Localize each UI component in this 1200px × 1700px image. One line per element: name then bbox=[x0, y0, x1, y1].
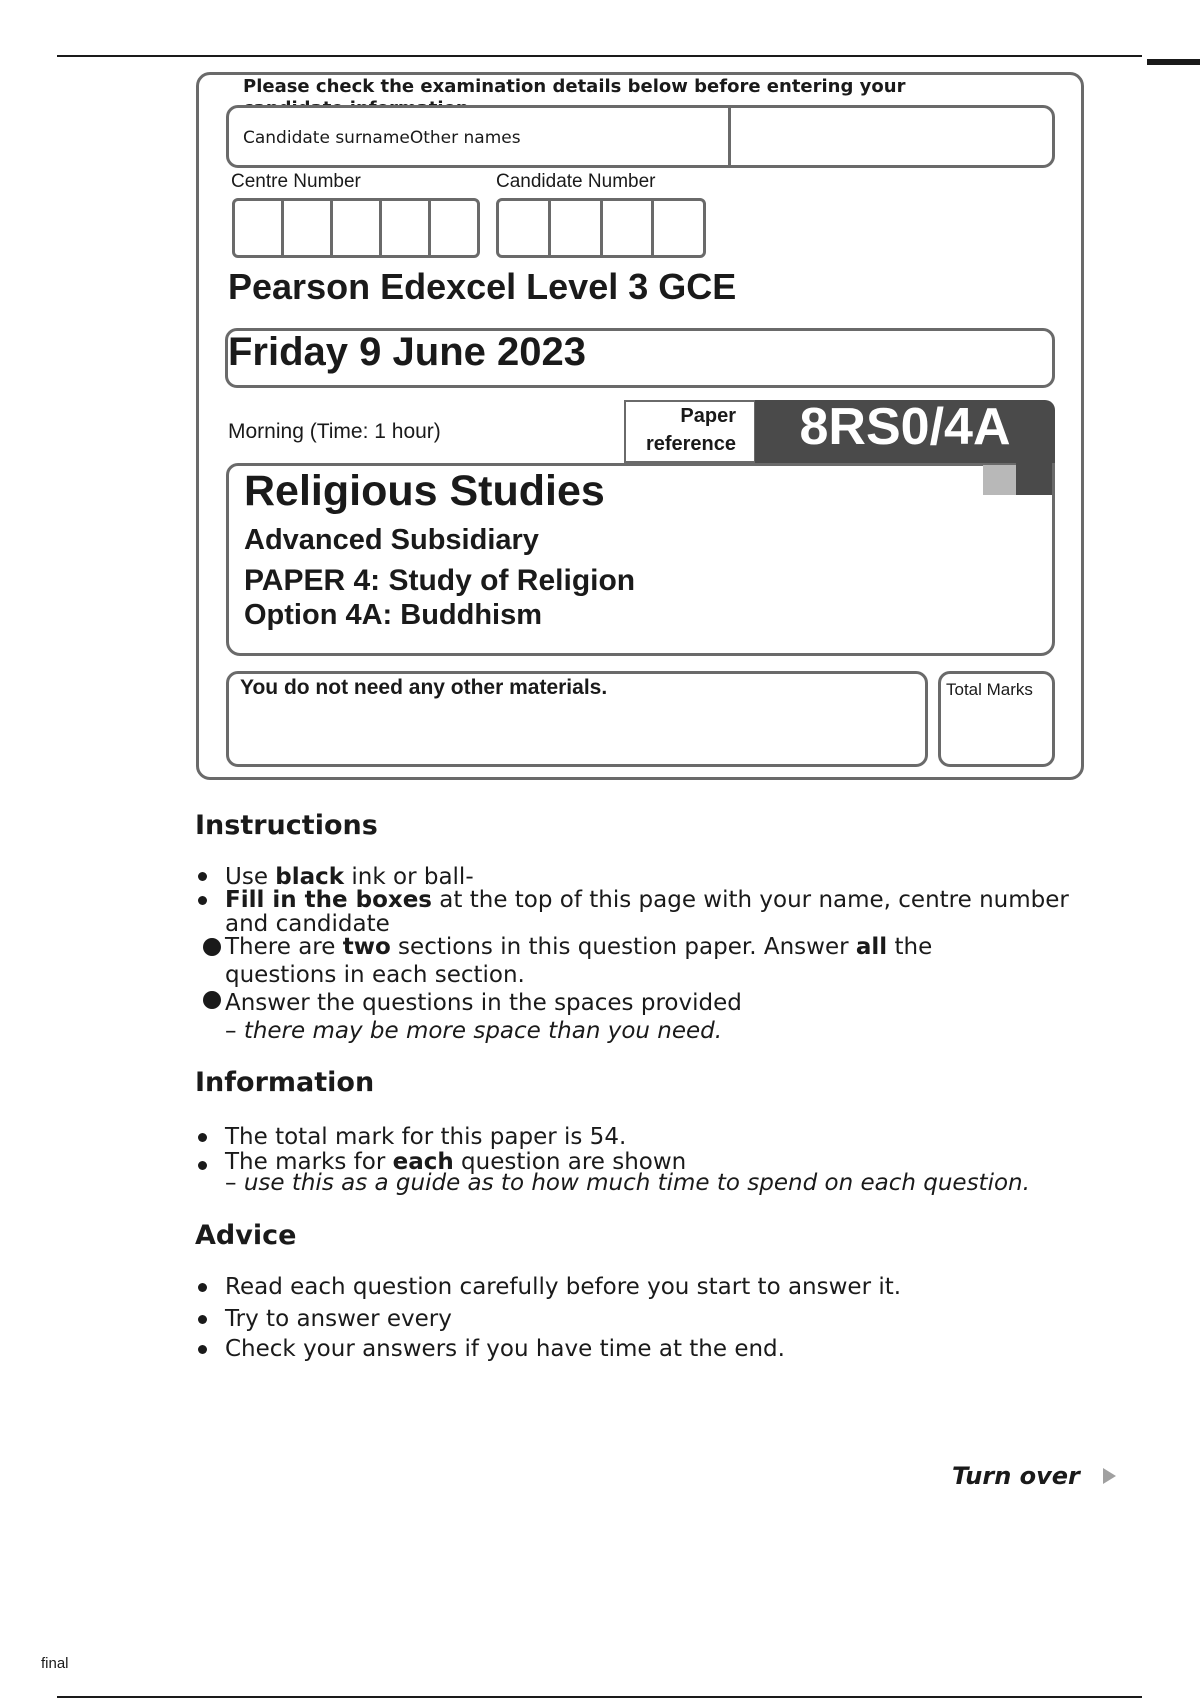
paper-title: PAPER 4: Study of Religion bbox=[244, 564, 636, 597]
centre-number-cell[interactable] bbox=[431, 201, 477, 255]
awarding-body: Pearson Edexcel Level 3 GCE bbox=[228, 266, 737, 307]
turn-over-label: Turn over bbox=[952, 1462, 1080, 1490]
qualification-level: Advanced Subsidiary bbox=[244, 524, 539, 556]
bullet bbox=[203, 991, 221, 1009]
bullet bbox=[198, 1283, 207, 1292]
centre-number-cell[interactable] bbox=[333, 201, 382, 255]
option-title: Option 4A: Buddhism bbox=[244, 599, 543, 631]
other-names-field[interactable] bbox=[733, 110, 1051, 163]
document-status: final bbox=[41, 1655, 69, 1672]
instruction-item: Use black ink or ball- bbox=[225, 864, 474, 890]
instruction-item: Answer the questions in the spaces provided – there may be more space than you need. bbox=[225, 990, 742, 1044]
centre-number-label: Centre Number bbox=[231, 171, 361, 192]
paper-reference-label-line-1: Paper bbox=[680, 405, 736, 427]
bullet bbox=[198, 1133, 207, 1142]
bullet bbox=[198, 1315, 207, 1324]
candidate-number-cell[interactable] bbox=[603, 201, 655, 255]
corner-square-dark bbox=[1016, 463, 1052, 495]
corner-square-light bbox=[983, 465, 1016, 495]
other-names-label: Other names bbox=[409, 128, 521, 148]
candidate-number-cell[interactable] bbox=[499, 201, 551, 255]
paper-reference-label bbox=[628, 402, 736, 458]
top-rule bbox=[57, 55, 1142, 57]
turn-over-arrow-icon bbox=[1103, 1468, 1116, 1484]
advice-heading: Advice bbox=[195, 1220, 297, 1251]
candidate-number-cell[interactable] bbox=[654, 201, 703, 255]
advice-item: Try to answer every bbox=[225, 1306, 452, 1332]
information-item: The total mark for this paper is 54. bbox=[225, 1124, 627, 1150]
bullet bbox=[198, 872, 207, 881]
bullet bbox=[198, 1161, 207, 1170]
paper-reference-label-line-2: reference bbox=[645, 433, 736, 455]
total-marks-label: Total Marks bbox=[946, 680, 1033, 699]
bullet bbox=[203, 938, 221, 956]
advice-item: Check your answers if you have time at the end. bbox=[225, 1336, 785, 1362]
information-item: The marks for each question are shown – use this as a guide as to how much time to spend on each question. bbox=[225, 1149, 1030, 1196]
paper-reference-code: 8RS0/4A bbox=[799, 398, 1011, 456]
bottom-rule bbox=[57, 1696, 1142, 1698]
materials-note: You do not need any other materials. bbox=[240, 676, 608, 699]
bullet bbox=[198, 1345, 207, 1354]
centre-number-cell[interactable] bbox=[382, 201, 431, 255]
subject-title: Religious Studies bbox=[244, 467, 605, 515]
candidate-surname-field[interactable] bbox=[243, 128, 521, 148]
instruction-item: Fill in the boxes at the top of this page with your name, centre number and candidate bbox=[225, 887, 1069, 937]
candidate-number-label: Candidate Number bbox=[496, 171, 656, 192]
centre-number-cell[interactable] bbox=[284, 201, 333, 255]
centre-number-cell[interactable] bbox=[235, 201, 284, 255]
candidate-number-boxes[interactable] bbox=[496, 198, 706, 258]
centre-number-boxes[interactable] bbox=[232, 198, 480, 258]
corner-mark bbox=[1147, 59, 1200, 65]
candidate-number-cell[interactable] bbox=[551, 201, 603, 255]
exam-date: Friday 9 June 2023 bbox=[228, 330, 586, 374]
information-heading: Information bbox=[195, 1067, 375, 1098]
surname-label: Candidate surname bbox=[243, 128, 410, 148]
instruction-item: There are two sections in this question paper. Answer all the questions in each section. bbox=[225, 934, 933, 988]
name-box-divider bbox=[728, 105, 731, 168]
exam-session: Morning (Time: 1 hour) bbox=[228, 420, 441, 443]
advice-item: Read each question carefully before you start to answer it. bbox=[225, 1274, 902, 1300]
bullet bbox=[198, 896, 207, 905]
instructions-heading: Instructions bbox=[195, 810, 378, 841]
check-notice: Please check the examination details below before entering your bbox=[243, 76, 906, 97]
